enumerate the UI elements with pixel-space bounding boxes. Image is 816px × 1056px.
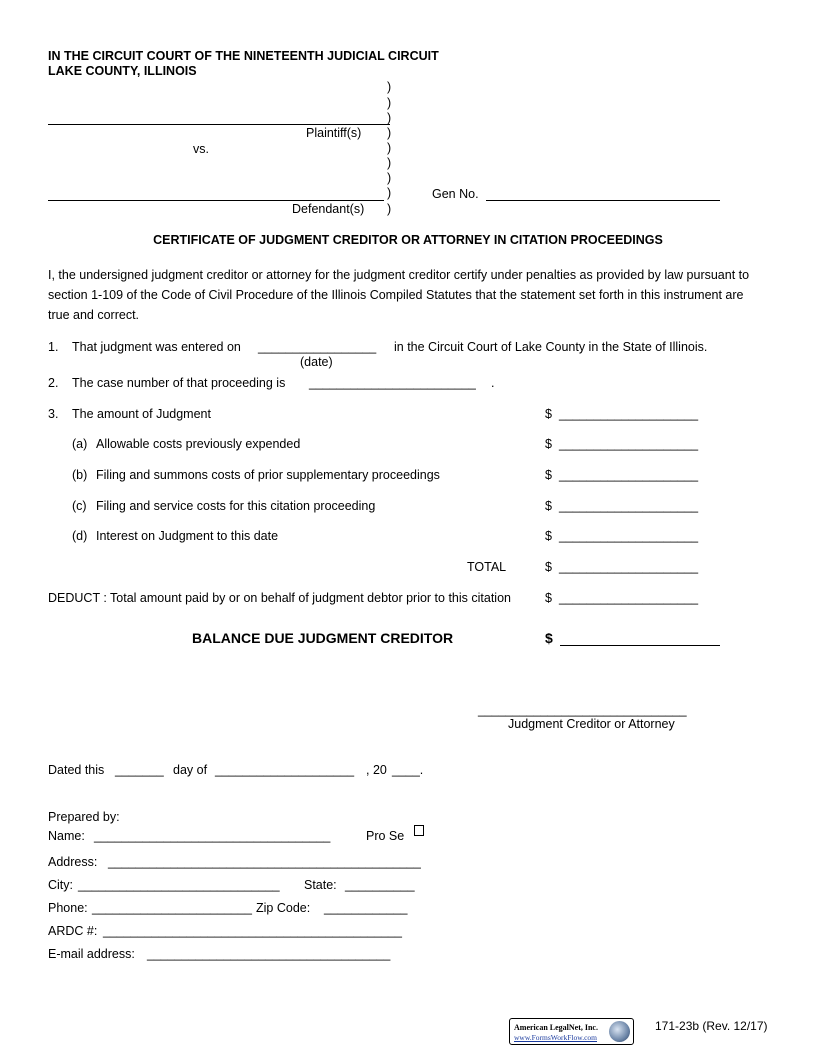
plaintiff-label: Plaintiff(s) [306,126,362,140]
dated-year-field[interactable]: ____. [392,763,424,777]
item2-number: 2. [48,376,59,390]
judgment-date-field[interactable]: _________________ [258,340,377,354]
signature-field[interactable]: ______________________________ [478,703,687,717]
court-name-line1: IN THE CIRCUIT COURT OF THE NINETEENTH JUDICIAL CIRCUIT [48,49,439,63]
dollar-sign: $ [545,630,553,646]
dollar-sign: $ [545,499,552,513]
item3-number: 3. [48,407,59,421]
ardc-field[interactable]: ___________________________________________ [103,924,402,938]
ardc-label: ARDC #: [48,924,98,938]
item-a-label: (a) [72,437,88,451]
form-number: 171-23b (Rev. 12/17) [655,1019,768,1033]
email-field[interactable]: ___________________________________ [147,947,391,961]
item-d-label: (d) [72,529,88,543]
dollar-sign: $ [545,560,552,574]
item-d-text: Interest on Judgment to this date [96,529,279,543]
defendant-name-field[interactable] [48,200,384,201]
gen-no-field[interactable] [486,200,720,201]
item1-text: That judgment was entered on [72,340,241,354]
case-number-field[interactable]: ________________________ [309,376,476,390]
phone-label: Phone: [48,901,88,915]
globe-icon [609,1021,630,1042]
state-field[interactable]: __________ [345,878,415,892]
dated-prefix: Dated this [48,763,105,777]
deduct-field[interactable]: ____________________ [559,591,699,605]
logo-company-name: American LegalNet, Inc. [514,1023,598,1032]
signature-label: Judgment Creditor or Attorney [508,717,675,731]
name-label: Name: [48,829,85,843]
interest-field[interactable]: ____________________ [559,529,699,543]
summons-costs-field[interactable]: ____________________ [559,468,699,482]
document-title: CERTIFICATE OF JUDGMENT CREDITOR OR ATTORNEY IN CITATION PROCEEDINGS [153,233,663,247]
total-field[interactable]: ____________________ [559,560,699,574]
date-caption: (date) [300,355,333,369]
address-field[interactable]: _____________________________________________ [108,855,421,869]
dated-day-of: day of [173,763,208,777]
dated-day-field[interactable]: _______ [115,763,164,777]
balance-due-label: BALANCE DUE JUDGMENT CREDITOR [192,630,454,646]
city-label: City: [48,878,73,892]
phone-field[interactable]: _______________________ [92,901,252,915]
item1-number: 1. [48,340,59,354]
state-label: State: [304,878,337,892]
dollar-sign: $ [545,468,552,482]
dated-month-field[interactable]: ____________________ [215,763,355,777]
dollar-sign: $ [545,529,552,543]
name-field[interactable]: __________________________________ [94,829,331,843]
item2-text: The case number of that proceeding is [72,376,286,390]
city-field[interactable]: _____________________________ [78,878,280,892]
dollar-sign: $ [545,407,552,421]
zip-field[interactable]: ____________ [324,901,408,915]
gen-no-label: Gen No. [432,187,479,201]
deduct-text: DEDUCT : Total amount paid by or on behalf of judgment debtor prior to this citation [48,591,511,605]
dollar-sign: $ [545,591,552,605]
email-label: E-mail address: [48,947,135,961]
item3-text: The amount of Judgment [72,407,211,421]
judgment-amount-field[interactable]: ____________________ [559,407,699,421]
logo-url: www.FormsWorkFlow.com [514,1033,598,1042]
intro-paragraph: I, the undersigned judgment creditor or attorney for the judgment creditor certify under penalties as provided by law pursuant to section 1-109 of the Code of Civil Procedure of the Illinois Compiled Statutes that the statement set forth in this instrument are true and correct. [48,268,750,322]
item2-period: . [491,376,495,390]
american-legalnet-logo[interactable] [509,1018,634,1045]
total-label: TOTAL [467,560,507,574]
pro-se-checkbox[interactable] [414,825,424,836]
item-a-text: Allowable costs previously expended [96,437,301,451]
item-c-text: Filing and service costs for this citation proceeding [96,499,376,513]
item1-text-tail: in the Circuit Court of Lake County in the State of Illinois. [394,340,708,354]
item-b-label: (b) [72,468,88,482]
prepared-by-heading: Prepared by: [48,810,120,824]
pro-se-label: Pro Se [366,829,405,843]
defendant-label: Defendant(s) [292,202,365,216]
zip-label: Zip Code: [256,901,311,915]
court-name-line2: LAKE COUNTY, ILLINOIS [48,64,197,78]
item-c-label: (c) [72,499,87,513]
service-costs-field[interactable]: ____________________ [559,499,699,513]
item-b-text: Filing and summons costs of prior supplementary proceedings [96,468,440,482]
address-label: Address: [48,855,98,869]
allowable-costs-field[interactable]: ____________________ [559,437,699,451]
dollar-sign: $ [545,437,552,451]
vs-label: vs. [193,142,209,156]
balance-due-field[interactable] [560,645,720,646]
dated-year-prefix: , 20 [366,763,387,777]
plaintiff-name-field[interactable] [48,124,390,125]
